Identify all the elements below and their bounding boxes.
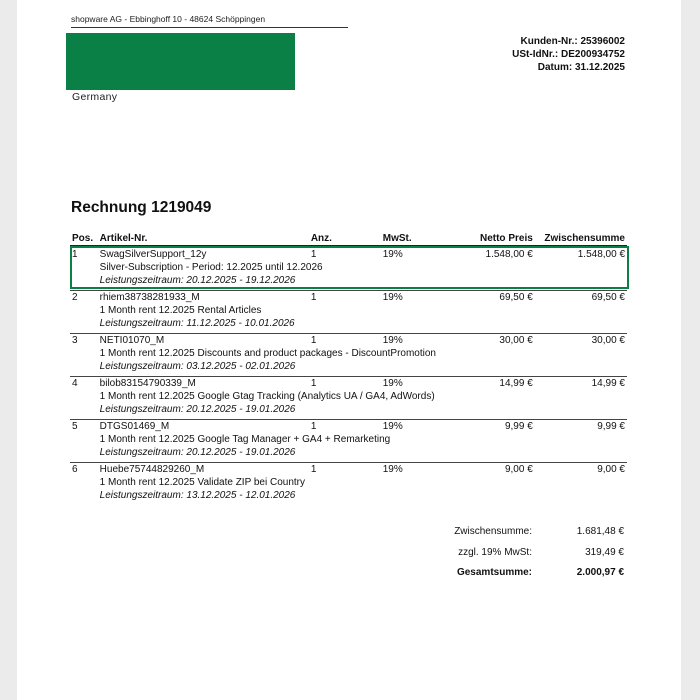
table-row xyxy=(70,291,627,306)
item-description: 1 Month rent 12.2025 Discounts and product packages - DiscountPromotion xyxy=(99,348,436,359)
vat-row xyxy=(422,547,624,568)
recipient-country: Germany xyxy=(72,91,118,103)
sender-address: shopware AG - Ebbinghoff 10 - 48624 Schöppingen xyxy=(71,14,266,24)
item-vat: 19% xyxy=(382,292,403,303)
redacted-recipient-block xyxy=(66,33,295,90)
item-subtotal: 9,00 € xyxy=(597,464,625,475)
table-row-period xyxy=(70,404,627,420)
table-row-description xyxy=(70,477,627,490)
item-pos: 4 xyxy=(72,378,78,389)
table-row xyxy=(70,463,627,478)
item-net-price: 69,50 € xyxy=(499,292,533,303)
table-row-description xyxy=(70,305,627,318)
item-vat: 19% xyxy=(382,378,403,389)
item-vat: 19% xyxy=(382,421,403,432)
item-service-period: Leistungszeitraum: 13.12.2025 - 12.01.2026 xyxy=(99,490,296,501)
grand-total-row xyxy=(422,567,624,588)
table-row xyxy=(70,334,627,349)
item-subtotal: 14,99 € xyxy=(591,378,625,389)
item-description: 1 Month rent 12.2025 Validate ZIP bei Country xyxy=(99,477,305,488)
item-subtotal: 9,99 € xyxy=(597,421,625,432)
item-description: Silver-Subscription - Period: 12.2025 until 12.2026 xyxy=(99,262,323,273)
totals-block xyxy=(422,526,624,588)
table-row-period xyxy=(70,361,627,377)
item-subtotal: 30,00 € xyxy=(591,335,625,346)
col-vat: MwSt. xyxy=(381,233,442,246)
item-subtotal: 69,50 € xyxy=(591,292,625,303)
col-article: Artikel-Nr. xyxy=(98,233,309,246)
item-pos: 2 xyxy=(72,292,78,303)
item-quantity: 1 xyxy=(310,421,317,432)
table-row xyxy=(70,377,627,392)
item-quantity: 1 xyxy=(310,335,317,346)
item-net-price: 1.548,00 € xyxy=(485,249,533,260)
item-vat: 19% xyxy=(382,335,403,346)
table-row-description xyxy=(70,348,627,361)
item-sku: DTGS01469_M xyxy=(99,421,170,432)
col-subtotal: Zwischensumme xyxy=(535,233,627,246)
item-net-price: 9,99 € xyxy=(504,421,533,432)
table-row-period xyxy=(70,318,627,334)
vat-value: 319,49 € xyxy=(585,546,624,558)
subtotal-value: 1.681,48 € xyxy=(576,526,624,537)
item-service-period: Leistungszeitraum: 20.12.2025 - 19.12.2026 xyxy=(98,275,627,291)
invoice-date: Datum: 31.12.2025 xyxy=(537,62,625,73)
table-header-row xyxy=(70,233,627,246)
col-net-price: Netto Preis xyxy=(442,233,535,246)
item-pos: 5 xyxy=(72,421,78,432)
subtotal-label: Zwischensumme: xyxy=(454,526,532,537)
table-row-description xyxy=(70,434,627,447)
item-description: 1 Month rent 12.2025 Rental Articles xyxy=(99,305,262,316)
col-quantity: Anz. xyxy=(309,233,381,246)
item-sku: rhiem38738281933_M xyxy=(99,292,200,303)
item-service-period: Leistungszeitraum: 20.12.2025 - 19.01.2026 xyxy=(98,404,627,420)
item-sku: SwagSilverSupport_12y xyxy=(99,249,207,260)
item-service-period: Leistungszeitraum: 03.12.2025 - 02.01.2026 xyxy=(98,361,627,377)
sender-divider xyxy=(71,27,348,28)
item-sku: bilob83154790339_M xyxy=(99,378,196,389)
item-description: 1 Month rent 12.2025 Google Gtag Tracking (Analytics UA / GA4, AdWords) xyxy=(99,391,435,402)
highlight-box xyxy=(70,246,629,289)
item-net-price: 9,00 € xyxy=(504,464,533,475)
col-pos: Pos. xyxy=(70,233,98,246)
table-row xyxy=(70,420,627,435)
item-sku: Huebe75744829260_M xyxy=(99,464,205,475)
item-vat: 19% xyxy=(382,464,403,475)
table-row-period xyxy=(70,490,627,503)
table-row-description xyxy=(70,391,627,404)
item-quantity: 1 xyxy=(310,249,317,260)
item-pos: 6 xyxy=(72,464,78,475)
invoice-title: Rechnung 1219049 xyxy=(71,199,212,216)
item-description: 1 Month rent 12.2025 Google Tag Manager + GA4 + Remarketing xyxy=(99,434,391,445)
vat-id: USt-IdNr.: DE200934752 xyxy=(512,49,625,60)
vat-label: zzgl. 19% MwSt: xyxy=(458,546,532,558)
grand-total-value: 2.000,97 € xyxy=(576,567,624,578)
customer-number: Kunden-Nr.: 25396002 xyxy=(520,36,625,47)
subtotal-row xyxy=(422,526,624,547)
item-service-period: Leistungszeitraum: 20.12.2025 - 19.01.2026 xyxy=(98,447,627,463)
item-sku: NETI01070_M xyxy=(99,335,165,346)
item-net-price: 30,00 € xyxy=(499,335,533,346)
item-subtotal: 1.548,00 € xyxy=(577,249,625,260)
item-service-period: Leistungszeitraum: 11.12.2025 - 10.01.2026 xyxy=(98,318,627,334)
item-pos: 1 xyxy=(72,249,78,260)
grand-total-label: Gesamtsumme: xyxy=(456,567,532,578)
item-pos: 3 xyxy=(72,335,78,346)
invoice-meta xyxy=(512,35,625,74)
item-vat: 19% xyxy=(382,249,403,260)
item-quantity: 1 xyxy=(310,292,317,303)
invoice-page xyxy=(17,0,681,700)
item-quantity: 1 xyxy=(310,378,317,389)
item-net-price: 14,99 € xyxy=(499,378,533,389)
item-quantity: 1 xyxy=(310,464,317,475)
table-row-period xyxy=(70,447,627,463)
